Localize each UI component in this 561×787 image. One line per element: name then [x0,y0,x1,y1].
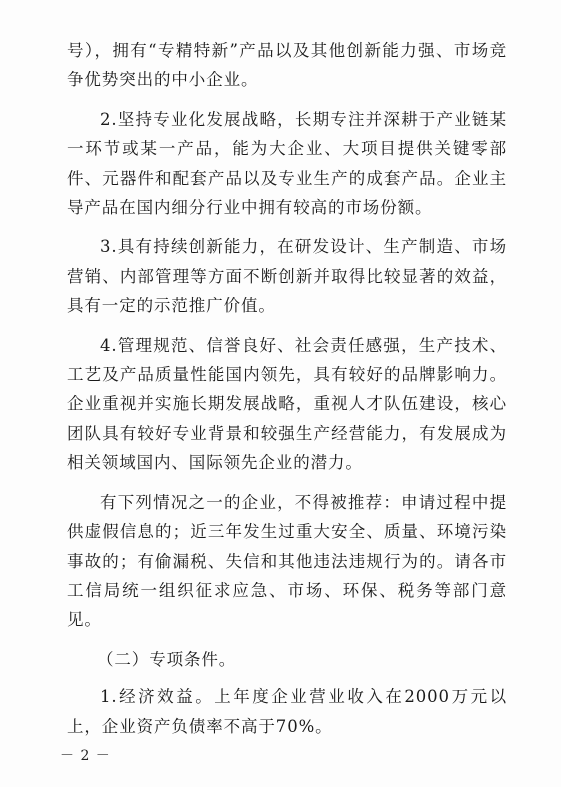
paragraph-economic-benefit: 1.经济效益。上年度企业营业收入在2000万元以上，企业资产负债率不高于70%。 [67,687,507,736]
section-heading: （二）专项条件。 [97,649,237,669]
document-body [67,36,507,751]
page-number: － 2 － [60,748,111,764]
paragraph-exclusions: 有下列情况之一的企业，不得被推荐：申请过程中提供虚假信息的；近三年发生过重大安全、质量、环境污染事故的；有偷漏税、失信和其他违法违规行为的。请各市工信局统一组织征求应急、市场、环保、税务等部门意见。 [67,492,507,630]
paragraph-continuation: 号），拥有“专精特新”产品以及其他创新能力强、市场竞争优势突出的中小企业。 [67,41,507,90]
paragraph-item-2: 2.坚持专业化发展战略，长期专注并深耕于产业链某一环节或某一产品，能为大企业、大项目提供关键零部件、元器件和配套产品以及专业生产的成套产品。企业主导产品在国内细分行业中拥有较高的市场份额。 [67,109,507,218]
paragraph-item-4: 4.管理规范、信誉良好、社会责任感强，生产技术、工艺及产品质量性能国内领先，具有较好的品牌影响力。企业重视并实施长期发展战略，重视人才队伍建设，核心团队具有较好专业背景和较强生产经营能力，有发展成为相关领域国内、国际领先企业的潜力。 [67,335,507,473]
paragraph-item-3: 3.具有持续创新能力，在研发设计、生产制造、市场营销、内部管理等方面不断创新并取得比较显著的效益，具有一定的示范推广价值。 [67,237,507,316]
